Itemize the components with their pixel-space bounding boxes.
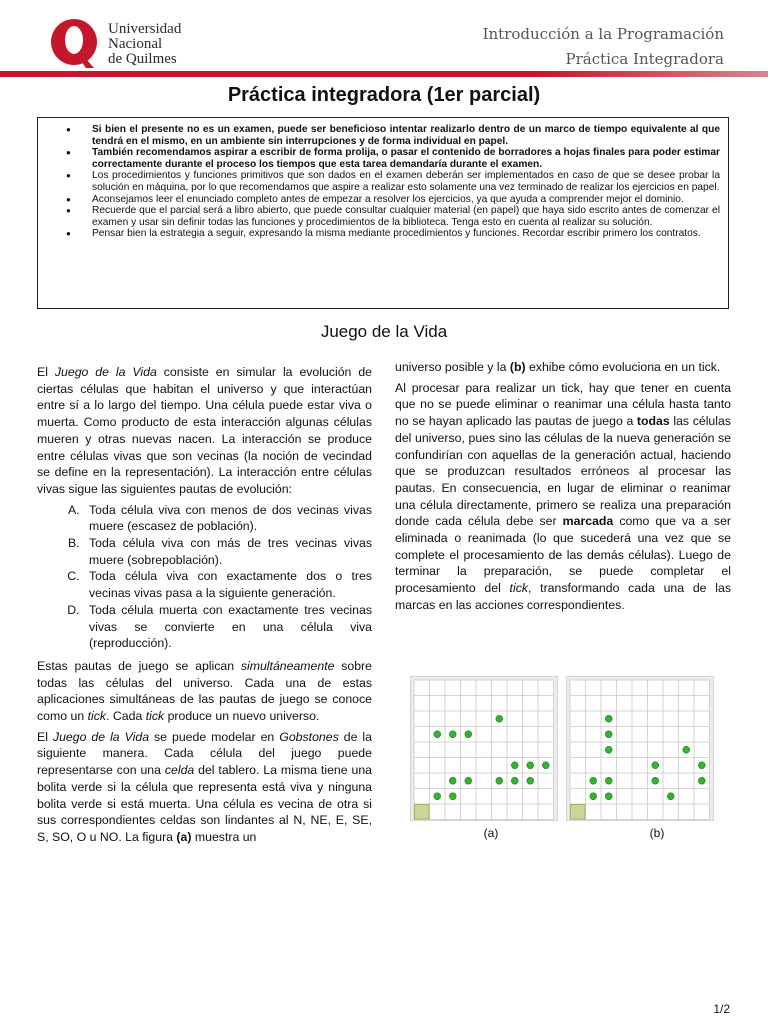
gobstones-paragraph: El Juego de la Vida se puede modelar en Gobstones de la siguiente manera. Cada célula del juego puede representarse con una celda del tablero. La misma tiene una bolita verde si la célula que representa está viva y ninguna bolita verde si está muerta. Una célula es vecina de otra si sus correspondientes celdas son lindantes al N, NE, E, SE, S, SO, O u NO. La figura (a) muestra un bbox=[37, 729, 372, 844]
green-bolita bbox=[434, 731, 441, 738]
instruction-item: ● Los procedimientos y funciones primitivos que son dados en el examen deberán ser implementados en caso de que se desee probar la solución en máquina, por lo que recomendamos que aspire a realizar esto solamente una vez terminado de realizar los ejercicios en papel. bbox=[92, 170, 720, 193]
section-title: Juego de la Vida bbox=[320, 322, 448, 341]
green-bolita bbox=[511, 762, 518, 769]
green-bolita bbox=[465, 777, 472, 784]
instruction-item: ● Si bien el presente no es un examen, puede ser beneficioso intentar realizarlo dentro de un marco de tiempo equivalente al que tendrá en el mismo, en un ambiente sin interrupciones y de forma individual en papel. bbox=[92, 124, 720, 147]
green-bolita bbox=[605, 746, 612, 753]
board-figure-a bbox=[410, 676, 558, 821]
header-divider bbox=[0, 71, 768, 77]
green-bolita bbox=[511, 777, 518, 784]
page-number: 1/2 bbox=[713, 1002, 730, 1016]
instruction-item: ● Pensar bien la estrategia a seguir, expresando la misma mediante procedimientos y funciones. Recordar escribir primero los contratos. bbox=[92, 228, 720, 240]
green-bolita bbox=[590, 777, 597, 784]
figure-caption-b: (b) bbox=[649, 826, 665, 840]
left-column bbox=[37, 364, 372, 850]
green-bolita bbox=[590, 793, 597, 800]
right-column bbox=[395, 359, 731, 618]
simultaneity-paragraph: Estas pautas de juego se aplican simultáneamente sobre todas las células del universo. Cada una de estas aplicaciones simultáneas de las pautas de juego se conoce como un tick. Cada tick produce un nuevo universo. bbox=[37, 658, 372, 724]
rule-item: B. Toda célula viva con más de tres vecinas vivas muere (sobrepoblación). bbox=[83, 535, 372, 568]
green-bolita bbox=[605, 715, 612, 722]
origin-cell bbox=[571, 805, 586, 820]
green-bolita bbox=[652, 762, 659, 769]
green-bolita bbox=[527, 762, 534, 769]
green-bolita bbox=[698, 777, 705, 784]
green-bolita bbox=[667, 793, 674, 800]
instruction-item: ● Recuerde que el parcial será a libro abierto, que puede consultar cualquier material (en papel) que haya sido escrito antes de comenzar el examen y usar sin definir todas las funciones y procedimientos de la biblioteca. Tenga esto en cuenta al realizar su solución. bbox=[92, 205, 720, 228]
green-bolita bbox=[449, 793, 456, 800]
rules-list bbox=[37, 502, 372, 652]
green-bolita bbox=[496, 715, 503, 722]
green-bolita bbox=[449, 777, 456, 784]
page-title: Práctica integradora (1er parcial) bbox=[227, 84, 541, 106]
rule-item: A. Toda célula viva con menos de dos vecinas vivas muere (escasez de población). bbox=[83, 502, 372, 535]
green-bolita bbox=[605, 777, 612, 784]
green-bolita bbox=[434, 793, 441, 800]
header-course-info bbox=[483, 22, 724, 72]
green-bolita bbox=[605, 793, 612, 800]
section-name: Práctica Integradora bbox=[565, 50, 724, 68]
instruction-item: ● Aconsejamos leer el enunciado completo antes de empezar a resolver los ejercicios, ya que ayuda a comprender mejor el dominio. bbox=[92, 194, 720, 206]
origin-cell bbox=[415, 805, 430, 820]
green-bolita bbox=[465, 731, 472, 738]
green-bolita bbox=[449, 731, 456, 738]
instructions-box bbox=[37, 117, 729, 309]
green-bolita bbox=[527, 777, 534, 784]
instruction-item: ● También recomendamos aspirar a escribir de forma prolija, o pasar el contenido de borradores a hojas finales para poder estimar correctamente durante el proceso los tiempos que esta tarea demandaría durante el examen. bbox=[92, 147, 720, 170]
course-name: Introducción a la Programación bbox=[482, 25, 724, 43]
rule-item: C. Toda célula viva con exactamente dos o tres vecinas vivas pasa a la siguiente generación. bbox=[83, 568, 372, 601]
green-bolita bbox=[683, 746, 690, 753]
page-header bbox=[0, 0, 768, 76]
green-bolita bbox=[652, 777, 659, 784]
figure-caption-a: (a) bbox=[483, 826, 499, 840]
logo-wordmark: Universidad Nacional de Quilmes bbox=[108, 21, 182, 67]
green-bolita bbox=[605, 731, 612, 738]
green-bolita bbox=[698, 762, 705, 769]
tick-paragraph: Al procesar para realizar un tick, hay que tener en cuenta que no se puede eliminar o reanimar una célula hasta tanto no se hayan aplicado las pautas de juego a todas las células del universo, pues sino las células de la nueva generación se confundirían con aquellas de la generación actual, haciendo que se produzcan resultados erróneos al procesar las pautas. En consecuencia, en lugar de eliminar o reanimar una célula directamente, primero se realiza una preparación donde cada célula debe ser marcada como que va a ser eliminada o reanimada (lo que sucederá una vez que se complete el procesamiento de las demás células). Luego de terminar la preparación, se puede completar el procesamiento del tick, transformando cada una de las marcas en las acciones correspondientes. bbox=[395, 380, 731, 612]
board-figure-b bbox=[566, 676, 714, 821]
green-bolita bbox=[496, 777, 503, 784]
green-bolita bbox=[542, 762, 549, 769]
instructions-list bbox=[48, 124, 720, 240]
rule-item: D. Toda célula muerta con exactamente tres vecinas vivas se convierte en una célula viva (reproducción). bbox=[83, 602, 372, 652]
universe-paragraph: universo posible y la (b) exhibe cómo evoluciona en un tick. bbox=[395, 360, 721, 374]
intro-paragraph: El Juego de la Vida consiste en simular la evolución de ciertas células que habitan el universo y que interactúan entre sí a lo largo del tiempo. Una célula puede estar viva o muerta. Como producto de esta interacción algunas células mueren y otras nuevas nacen. La interacción se produce entre células vivas que son vecinas (la noción de vecindad se define en la representación). La interacción entre células vivas sigue las siguientes pautas de evolución: bbox=[37, 365, 372, 496]
